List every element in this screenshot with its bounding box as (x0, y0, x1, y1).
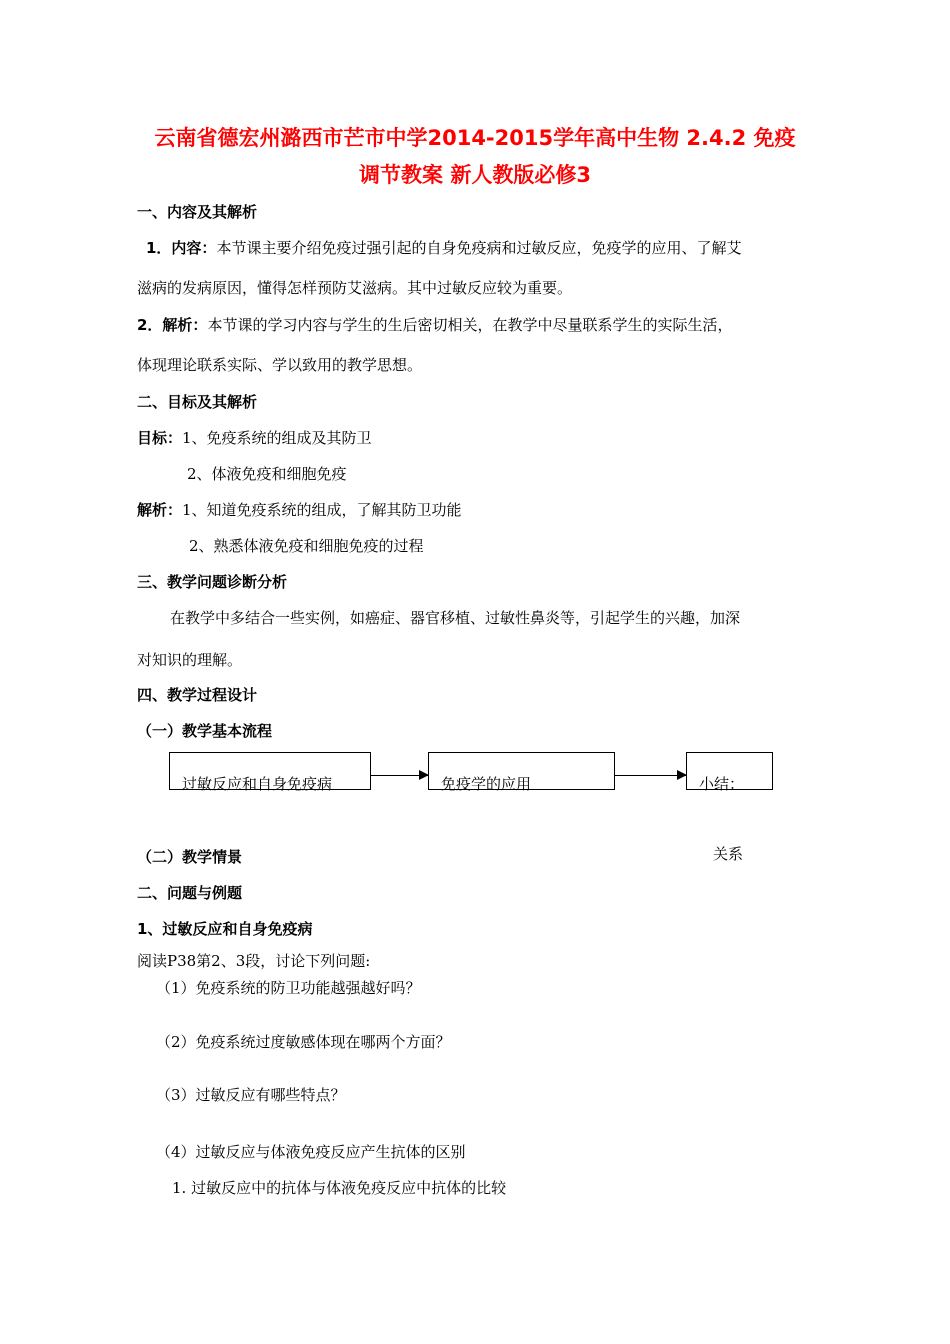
goal-2: 2、体液免疫和细胞免疫 (187, 465, 347, 483)
analysis-text-1: 本节课的学习内容与学生的生后密切相关，在教学中尽量联系学生的实际生活， (207, 316, 733, 334)
section1-heading: 一、内容及其解析 (137, 203, 258, 221)
question-3: （3）过敏反应有哪些特点？ (156, 1086, 346, 1104)
comparison-item: 1. 过敏反应中的抗体与体液免疫反应中抗体的比较 (172, 1179, 507, 1197)
question-4: （4）过敏反应与体液免疫反应产生抗体的区别 (156, 1143, 466, 1161)
goal-analysis-label: 解析： (137, 501, 183, 519)
content-text-2: 滋病的发病原因，懂得怎样预防艾滋病。其中过敏反应较为重要。 (137, 279, 573, 297)
scenario-subheading: （二）教学情景 (137, 848, 243, 866)
content-text-1: 本节课主要介绍免疫过强引起的自身免疫病和过敏反应，免疫学的应用、了解艾 (216, 239, 742, 257)
goal-line-1 (137, 427, 372, 448)
analysis-label: 2．解析： (137, 316, 208, 334)
document-title-line1: 云南省德宏州潞西市芒市中学2014-2015学年高中生物 2.4.2 免疫 (154, 126, 796, 150)
analysis-paragraph (137, 314, 732, 335)
goal-analysis-2: 2、熟悉体液免疫和细胞免疫的过程 (189, 537, 424, 555)
diagnosis-text-1: 在教学中多结合一些实例，如癌症、器官移植、过敏性鼻炎等，引起学生的兴趣，加深 (170, 609, 741, 627)
flow-box-allergy (169, 752, 371, 793)
flow-arrow-1 (371, 775, 428, 776)
content-label: 1．内容： (146, 239, 217, 257)
section3-heading: 三、教学问题诊断分析 (137, 573, 288, 591)
content-paragraph (146, 237, 741, 258)
flow-box-application (428, 752, 615, 793)
question-1: （1）免疫系统的防卫功能越强越好吗？ (156, 979, 421, 997)
flow-box-application-label: 免疫学的应用 (441, 775, 532, 793)
goal-1: 1、免疫系统的组成及其防卫 (182, 429, 372, 447)
document-title-line2: 调节教案 新人教版必修3 (359, 163, 591, 187)
flow-subheading: （一）教学基本流程 (137, 722, 273, 740)
section4-heading: 四、教学过程设计 (137, 686, 258, 704)
section5-heading: 二、问题与例题 (137, 884, 243, 902)
question-2: （2）免疫系统过度敏感体现在哪两个方面？ (156, 1033, 451, 1051)
side-note: 关系 (713, 845, 744, 863)
topic-heading: 1、过敏反应和自身免疫病 (137, 920, 313, 938)
goal-analysis-line-1 (137, 499, 462, 520)
goal-label: 目标： (137, 429, 183, 447)
flow-box-summary-label: 小结： (699, 775, 745, 793)
flow-box-allergy-label: 过敏反应和自身免疫病 (182, 775, 333, 793)
analysis-text-2: 体现理论联系实际、学以致用的教学思想。 (137, 356, 423, 374)
flow-box-summary (686, 752, 773, 793)
flow-arrow-2 (615, 775, 686, 776)
section2-heading: 二、目标及其解析 (137, 393, 258, 411)
reading-intro: 阅读P38第2、3段，讨论下列问题: (137, 952, 371, 970)
goal-analysis-1: 1、知道免疫系统的组成，了解其防卫功能 (182, 501, 462, 519)
diagnosis-text-2: 对知识的理解。 (137, 651, 243, 669)
